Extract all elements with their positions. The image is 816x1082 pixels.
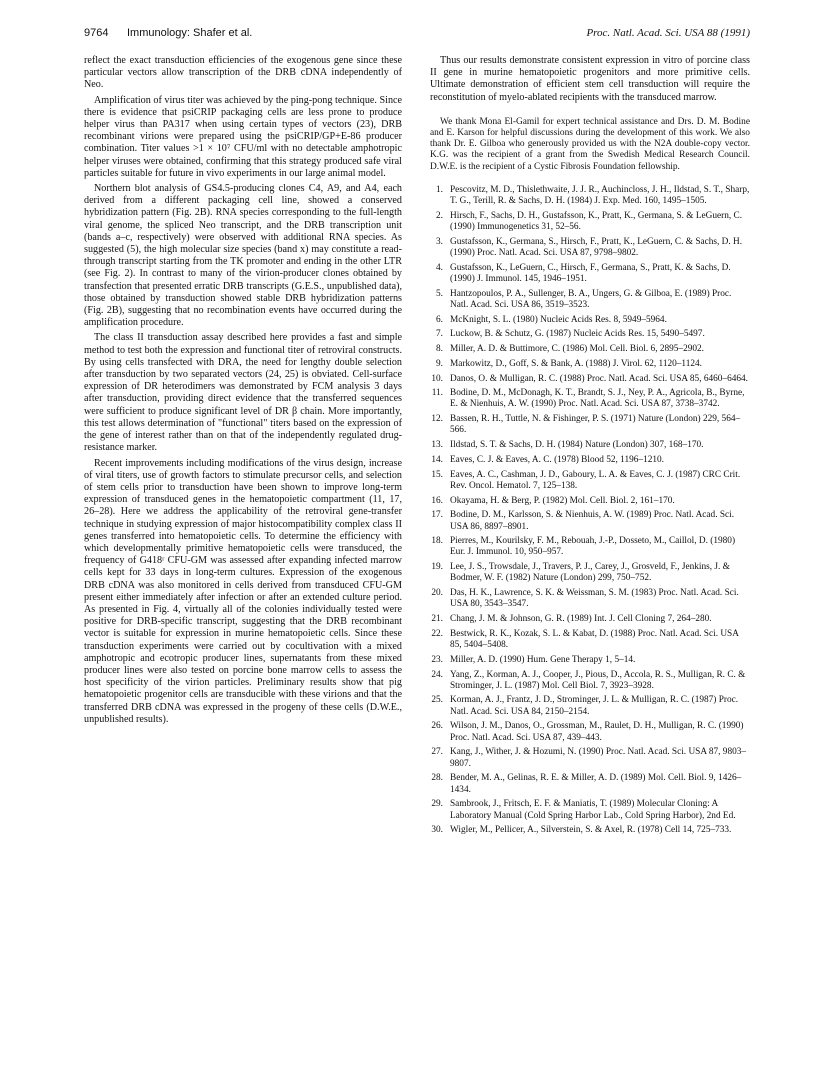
reference-text: Miller, A. D. (1990) Hum. Gene Therapy 1, 5–14.: [450, 654, 636, 665]
reference-text: Luckow, B. & Schutz, G. (1987) Nucleic Acids Res. 15, 5490–5497.: [450, 329, 705, 340]
reference-list: [430, 185, 750, 837]
reference-item: [430, 588, 750, 611]
reference-number: 23.: [431, 654, 443, 665]
reference-item: [430, 655, 750, 666]
reference-item: [430, 510, 750, 533]
reference-number: 20.: [431, 588, 443, 599]
reference-text: Bodine, D. M., McDonagh, K. T., Brandt, S. J., Ney, P. A., Agricola, B., Byrne, E. & Nienhuis, A. W. (1990) Proc. Natl. Acad. Sci. USA 87, 3738–3742.: [450, 388, 745, 410]
reference-number: 29.: [431, 799, 443, 810]
reference-item: [430, 799, 750, 822]
reference-number: 5.: [436, 288, 443, 299]
reference-item: [430, 721, 750, 744]
left-column: [84, 55, 402, 729]
reference-text: Wigler, M., Pellicer, A., Silverstein, S. & Axel, R. (1978) Cell 14, 725–733.: [450, 825, 732, 836]
running-section-title: Immunology: Shafer et al.: [127, 27, 253, 39]
reference-item: [430, 263, 750, 286]
reference-item: [430, 185, 750, 208]
reference-text: Lee, J. S., Trowsdale, J., Travers, P. J., Carey, J., Grosveld, F., Jenkins, J. & Bodmer, W. F. (1982) Nature (London) 299, 750–752.: [450, 562, 730, 584]
reference-item: [430, 695, 750, 718]
reference-item: [430, 344, 750, 355]
reference-number: 7.: [436, 329, 443, 340]
reference-number: 22.: [431, 628, 443, 639]
page-header: [84, 26, 750, 42]
reference-text: Pescovitz, M. D., Thislethwaite, J. J. R., Auchincloss, J. H., Ildstad, S. T., Sharp, T. G., Terill, R. & Sachs, D. H. (1984) J. Exp. Med. 160, 1495–1505.: [450, 184, 750, 207]
reference-text: Pierres, M., Kourilsky, F. M., Rebouah, J.-P., Dosseto, M., Caillol, D. (1980) Eur. J. Immunol. 10, 950–957.: [450, 536, 736, 558]
reference-text: Bodine, D. M., Karlsson, S. & Nienhuis, A. W. (1989) Proc. Natl. Acad. Sci. USA 86, 8897–8901.: [450, 510, 735, 532]
reference-item: [430, 470, 750, 493]
reference-item: [430, 315, 750, 326]
reference-text: Bender, M. A., Gelinas, R. E. & Miller, A. D. (1989) Mol. Cell. Biol. 9, 1426–1434.: [450, 773, 742, 795]
reference-text: Okayama, H. & Berg, P. (1982) Mol. Cell. Biol. 2, 161–170.: [450, 495, 675, 506]
reference-text: Hantzopoulos, P. A., Sullenger, B. A., Ungers, G. & Gilboa, E. (1989) Proc. Natl. Acad. Sci. USA 86, 3519–3523.: [450, 288, 732, 311]
reference-text: Das, H. K., Lawrence, S. K. & Weissman, S. M. (1983) Proc. Natl. Acad. Sci. USA 80, 3543–3547.: [450, 588, 739, 610]
reference-item: [430, 237, 750, 260]
reference-number: 19.: [431, 562, 443, 573]
reference-text: Hirsch, F., Sachs, D. H., Gustafsson, K., Pratt, K., Germana, S. & LeGuern, C. (1990) Immunogenetics 31, 52–56.: [450, 210, 743, 233]
reference-number: 9.: [436, 358, 443, 369]
reference-item: [430, 670, 750, 693]
reference-number: 14.: [431, 454, 443, 465]
reference-item: [430, 536, 750, 559]
reference-item: [430, 211, 750, 234]
reference-number: 11.: [431, 388, 443, 399]
reference-item: [430, 614, 750, 625]
reference-text: Gustafsson, K., LeGuern, C., Hirsch, F., Germana, S., Pratt, K. & Sachs, D. (1990) J. Immunol. 145, 1946–1951.: [450, 262, 731, 285]
conclusion-paragraph: Thus our results demonstrate consistent expression in vitro of porcine class II gene in murine hematopoietic progenitors and more primitive cells. Ultimate demonstration of efficient stem cell transduction will require the reconstitution of myelo-ablated recipients with the transduced marrow.: [430, 55, 750, 103]
reference-text: Bestwick, R. K., Kozak, S. L. & Kabat, D. (1988) Proc. Natl. Acad. Sci. USA 85, 5404–5408.: [450, 628, 739, 651]
reference-item: [430, 773, 750, 796]
reference-number: 13.: [431, 440, 443, 451]
reference-number: 28.: [431, 773, 443, 784]
reference-number: 15.: [431, 469, 443, 480]
reference-text: Yang, Z., Korman, A. J., Cooper, J., Pious, D., Accola, R. S., Mulligan, R. C. & Strominger, J. L. (1987) Mol. Cell Biol. 7, 3923–3928.: [450, 669, 746, 691]
reference-number: 10.: [431, 373, 443, 384]
reference-item: [430, 825, 750, 836]
reference-number: 12.: [431, 414, 443, 425]
body-paragraph: Amplification of virus titer was achieved by the ping-pong technique. Since there is evidence that psiCRIP packaging cells are less prone to produce helper virus than PA317 when using certain types of vectors (23), DRB recombinant virions were prepared using the psiCRIP/GP+E-86 producer combination. Titer values >1 × 10⁷ CFU/ml with no detectable amphotropic helper viruses were obtained, confirming that this strategy produced safe viral particles suitable for future in vivo experiments in our large animal model.: [84, 94, 402, 179]
body-paragraph: reflect the exact transduction efficiencies of the exogenous gene since these particular vectors allow transcription of the DRB cDNA independently of Neo.: [84, 55, 402, 91]
reference-text: Miller, A. D. & Buttimore, C. (1986) Mol. Cell. Biol. 6, 2895–2902.: [450, 344, 704, 355]
reference-number: 6.: [436, 314, 443, 325]
reference-item: [430, 440, 750, 451]
reference-item: [430, 496, 750, 507]
reference-text: Ildstad, S. T. & Sachs, D. H. (1984) Nature (London) 307, 168–170.: [450, 440, 704, 451]
reference-text: Korman, A. J., Frantz, J. D., Strominger, J. L. & Mulligan, R. C. (1987) Proc. Natl. Acad. Sci. USA 84, 2150–2154.: [450, 695, 739, 717]
journal-citation: Proc. Natl. Acad. Sci. USA 88 (1991): [586, 27, 750, 39]
reference-text: Danos, O. & Mulligan, R. C. (1988) Proc. Natl. Acad. Sci. USA 85, 6460–6464.: [450, 373, 749, 384]
page-number: 9764: [84, 27, 109, 39]
reference-text: Eaves, A. C., Cashman, J. D., Gaboury, L. A. & Eaves, C. J. (1987) CRC Crit. Rev. Oncol. Hematol. 7, 125–138.: [450, 469, 741, 491]
reference-number: 24.: [431, 669, 443, 680]
reference-text: Markowitz, D., Goff, S. & Bank, A. (1988) J. Virol. 62, 1120–1124.: [450, 358, 702, 369]
body-paragraph: Recent improvements including modifications of the virus design, increase of viral titers, use of growth factors to stimulate precursor cells, and selection of stem cells prior to transduction have been shown to improve long-term expression of transduced genes in the hematopoietic compartment (11, 17, 26–28). Here we address the applicability of the retroviral gene-transfer technique in studying expression of major histocompatibility complex class II genes transferred into hematopoietic cells. To determine the efficiency with which developmentally primitive hematopoietic cells were transduced, the frequency of G418ʳ CFU-GM was assessed after expanding infected marrow cells kept for 33 days in long-term cultures. Expression of the exogenous DRB cDNA was also monitored in cells derived from transduced CFU-GM present either immediately after infection or after an extended culture period. As presented in Fig. 4, virtually all of the colonies individually tested were positive for DRB-specific transcript, suggesting that the DRB recombinant vector is suitable for expression in murine hematopoietic cells. Since these transduction experiments were carried out by cocultivation with a mixed amphotropic and ecotropic producer lines, supernatants from these mixed producer lines were also tested on porcine bone marrow cells to assess the host specificity of the virion particles. Preliminary results show that pig hematopoietic progenitor cells are transducible with these virions and that the transferred DRB cDNA was expressed in the progeny of these cells (D.W.E., unpublished results).: [84, 457, 402, 725]
reference-item: [430, 359, 750, 370]
reference-number: 17.: [431, 510, 443, 521]
reference-number: 3.: [436, 236, 443, 247]
reference-item: [430, 455, 750, 466]
reference-number: 18.: [431, 536, 443, 547]
reference-item: [430, 329, 750, 340]
reference-text: Wilson, J. M., Danos, O., Grossman, M., Raulet, D. H., Mulligan, R. C. (1990) Proc. Natl. Acad. Sci. USA 87, 439–443.: [450, 721, 744, 743]
body-paragraph: The class II transduction assay described here provides a fast and simple method to test both the expression and functional titer of retroviral constructs. By using cells transfected with DRA, the need for lengthy double selection after transduction by two separated vectors (24, 25) is obviated. Cell-surface expression of DR heterodimers was demonstrated by FCM analysis 3 days after transduction, providing direct evidence that the transferred sequences were sufficient to produce significant level of DR β chain. More importantly, this test allows determination of "functional" titers based on the expression of the gene of interest rather than on that of the independently regulated drug-resistance marker.: [84, 332, 402, 454]
reference-number: 30.: [431, 825, 443, 836]
right-column: [430, 55, 750, 840]
reference-item: [430, 374, 750, 385]
reference-number: 26.: [431, 721, 443, 732]
reference-item: [430, 414, 750, 437]
reference-number: 25.: [431, 695, 443, 706]
reference-text: Eaves, C. J. & Eaves, A. C. (1978) Blood 52, 1196–1210.: [450, 454, 664, 465]
reference-text: Chang, J. M. & Johnson, G. R. (1989) Int. J. Cell Cloning 7, 264–280.: [450, 614, 712, 625]
reference-item: [430, 629, 750, 652]
reference-item: [430, 289, 750, 312]
reference-text: Sambrook, J., Fritsch, E. F. & Maniatis, T. (1989) Molecular Cloning: A Laboratory Manual (Cold Spring Harbor Lab., Cold Spring Harbor), 2nd Ed.: [450, 799, 736, 821]
reference-text: Bassen, R. H., Tuttle, N. & Fishinger, P. S. (1971) Nature (London) 229, 564–566.: [450, 414, 741, 436]
reference-number: 1.: [436, 184, 443, 195]
reference-text: McKnight, S. L. (1980) Nucleic Acids Res. 8, 5949–5964.: [450, 314, 667, 325]
reference-item: [430, 388, 750, 411]
reference-number: 4.: [436, 262, 443, 273]
reference-item: [430, 747, 750, 770]
reference-number: 16.: [431, 495, 443, 506]
reference-number: 21.: [431, 614, 443, 625]
reference-number: 27.: [431, 747, 443, 758]
reference-item: [430, 562, 750, 585]
acknowledgments: We thank Mona El-Gamil for expert technical assistance and Drs. D. M. Bodine and E. Karson for helpful discussions during the development of this work. We also thank Dr. E. Gilboa who generously provided us with the N2A double-copy vector. K.G. was the recipient of a grant from the Swedish Medical Research Council. D.W.E. is the recipient of a Cystic Fibrosis Foundation fellowship.: [430, 116, 750, 172]
reference-text: Kang, J., Wither, J. & Hozumi, N. (1990) Proc. Natl. Acad. Sci. USA 87, 9803–9807.: [450, 747, 747, 769]
reference-number: 8.: [436, 344, 443, 355]
reference-number: 2.: [436, 210, 443, 221]
reference-text: Gustafsson, K., Germana, S., Hirsch, F., Pratt, K., LeGuern, C. & Sachs, D. H. (1990) Proc. Natl. Acad. Sci. USA 87, 9798–9802.: [450, 236, 743, 259]
body-paragraph: Northern blot analysis of GS4.5-producing clones C4, A9, and A4, each derived from a different packaging cell line, showed a conserved hybridization pattern (Fig. 2B). RNA species corresponding to the full-length viral genome, the spliced Neo transcript, and the DRB transcription unit (bands a–c, respectively) were observed with additional RNA species. As suggested (5), the high molecular size species (band x) may constitute a read-through transcript starting from the TK promoter and ending in the other LTR (see Fig. 2). In contrast to many of the virion-producer clones obtained by transfection that presented erratic DRB transcripts (G.E.S., unpublished data), those obtained by transduction showed stable DRB hybridization patterns (Fig. 2B), suggesting that no recombination events have occurred during the amplification procedure.: [84, 183, 402, 329]
